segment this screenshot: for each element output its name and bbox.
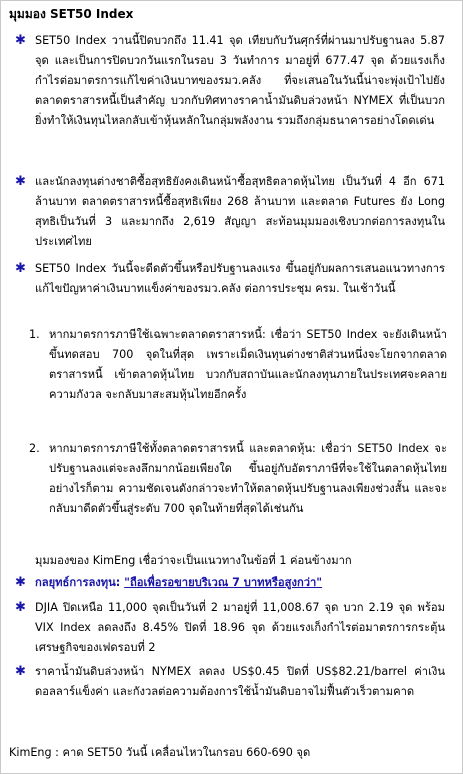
scenario-item-2 — [29, 439, 447, 519]
asterisk-bullet-icon: ✱ — [15, 664, 26, 679]
page-title: มุมมอง SET50 Index — [9, 7, 134, 21]
scenario-number: 2. — [29, 442, 40, 455]
kimeng-forecast: KimEng : คาด SET50 วันนี้ เคลื่อนไหวในกรอบ 660-690 จุด — [9, 746, 311, 759]
asterisk-bullet-icon: ✱ — [15, 575, 26, 590]
bullet-text: ราคาน้ำมันดิบล่วงหน้า NYMEX ลดลง US$0.45 ปิดที่ US$82.21/barrel ค่าเงินดอลลาร์แข็งค่า และกังวลต่อความต้องการใช้น้ำมันดิบอาจไม่ฟื้นตัวเร็วตามคาด — [35, 665, 445, 698]
bullet-text: SET50 Index วานนี้ปิดบวกถึง 11.41 จุด เทียบกับวันศุกร์ที่ผ่านมาปรับฐานลง 5.87 จุด และเป็นการปิดบวกวันแรกในรอบ 3 วันทำการ มาอยู่ที่ 677.47 จุด ด้วยแรงเก็งกำไรต่อมาตรการแก้ไขค่าเงินบาทของรมว.คลัง ที่จะเสนอในวันนี้น่าจะพุ่งเป้าไปยังตลาดตราสารหนี้เป็นสำคัญ บวกกับทิศทางราคาน้ำมันดิบล่วงหน้า NYMEX ที่เป็นบวก ยิ่งทำให้เงินทุนไหลกลับเข้าหุ้นหลักในกลุ่มพลังงาน รวมถึงกลุ่มธนาคารอย่างโดดเด่น — [35, 34, 445, 127]
scenario-text: หากมาตรการภาษีใช้เฉพาะตลาดตราสารหนี้: เชื่อว่า SET50 Index จะยังเดินหน้าขึ้นทดสอบ 700 จุดในที่สุด เพราะเม็ดเงินทุนต่างชาติส่วนหนึ่งจะโยกจากตลาดตราสารหนี้ เข้าตลาดหุ้นไทย บวกกับสถาบันและนักลงทุนภายในประเทศจะคลายความกังวล จะกลับมาสะสมหุ้นไทยอีกครั้ง — [49, 328, 447, 401]
asterisk-bullet-icon: ✱ — [15, 600, 26, 615]
bullet-set50-outlook — [15, 259, 445, 299]
asterisk-bullet-icon: ✱ — [15, 174, 26, 189]
bullet-text: SET50 Index วันนี้จะดีดตัวขึ้นหรือปรับฐานลงแรง ขึ้นอยู่กับผลการเสนอแนวทางการแก้ไขปัญหาค่าเงินบาทแข็งค่าของรมว.คลัง ต่อการประชุม ครม. ในเช้าวันนี้ — [35, 262, 445, 295]
asterisk-bullet-icon: ✱ — [15, 261, 26, 276]
bullet-foreign-investors — [15, 172, 445, 252]
scenario-item-1 — [29, 325, 447, 405]
strategy-line — [15, 573, 445, 593]
scenario-number: 1. — [29, 328, 40, 341]
scenario-text: หากมาตรการภาษีใช้ทั้งตลาดตราสารหนี้ และตลาดหุ้น: เชื่อว่า SET50 Index จะปรับฐานลงแต่จะลงลึกมากน้อยเพียงใด ขึ้นอยู่กับอัตราภาษีที่จะใช้ในตลาดหุ้นไทย อย่างไรก็ตาม ความชัดเจนดังกล่าวจะทำให้ตลาดหุ้นปรับฐานลงเพียงช่วงสั้น และจะกลับมาดีดตัวขึ้นสู่ระดับ 700 จุดในท้ายที่สุดได้เช่นกัน — [49, 442, 447, 515]
kimeng-view-line: มุมมองของ KimEng เชื่อว่าจะเป็นแนวทางในข้อที่ 1 ค่อนข้างมาก — [35, 554, 352, 567]
asterisk-bullet-icon: ✱ — [15, 33, 26, 48]
bullet-nymex-oil — [15, 662, 445, 702]
bullet-text: DJIA ปิดเหนือ 11,000 จุดเป็นวันที่ 2 มาอยู่ที่ 11,008.67 จุด บวก 2.19 จุด พร้อม VIX Index ลดลงถึง 8.45% ปิดที่ 18.96 จุด ด้วยแรงเก็งกำไรต่อมาตรการกระตุ้นเศรษฐกิจของเฟดรอบที่ 2 — [35, 601, 445, 654]
bullet-text: และนักลงทุนต่างชาติซื้อสุทธิยังคงเดินหน้าซื้อสุทธิตลาดหุ้นไทย เป็นวันที่ 4 อีก 671 ล้านบาท ตลาดตราสารหนี้ซื้อสุทธิเพียง 268 ล้านบาท และตลาด Futures ยัง Long สุทธิเป็นวันที่ 3 และมากถึง 2,619 สัญญา สะท้อนมุมมองเชิงบวกต่อการลงทุนในประเทศไทย — [35, 175, 445, 248]
strategy-text — [35, 573, 445, 593]
bullet-djia — [15, 598, 445, 658]
strategy-quote: "ถือเพื่อรอขายบริเวณ 7 บาทหรือสูงกว่า" — [124, 576, 323, 589]
bullet-set50-close — [15, 31, 445, 131]
strategy-label: กลยุทธ์การลงทุน: — [35, 576, 125, 589]
